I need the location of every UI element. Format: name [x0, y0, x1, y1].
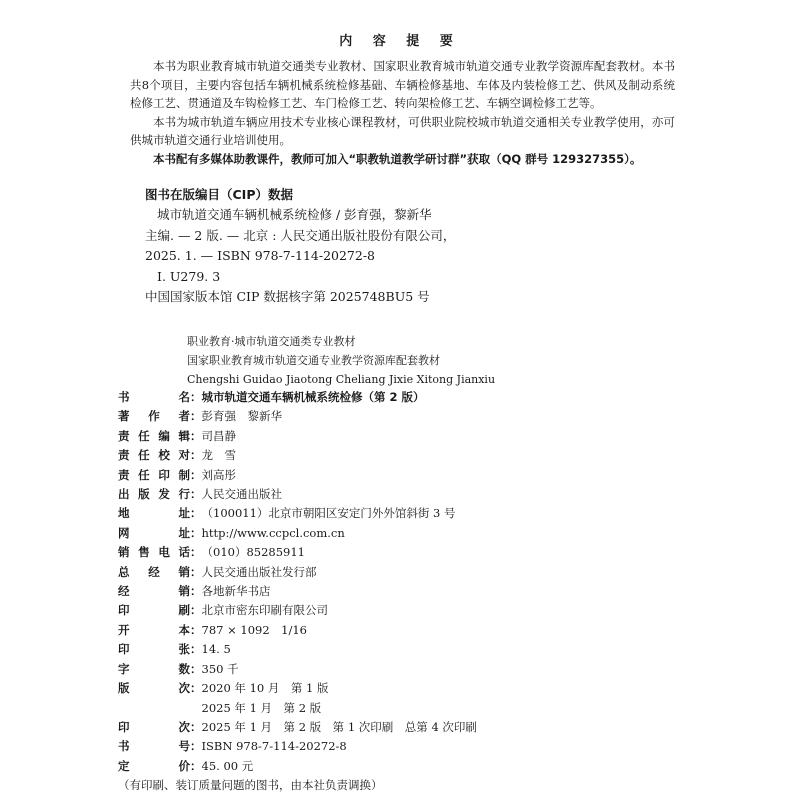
row-label: 书 号 — [118, 739, 190, 754]
colophon — [118, 388, 678, 796]
proofreader-value: 龙 雪 — [201, 448, 236, 463]
address-value: （100011）北京市朝阳区安定门外外馆斜街 3 号 — [201, 506, 456, 521]
distributor-value: 人民交通出版社发行部 — [201, 564, 317, 579]
quality-note: （有印刷、装订质量问题的图书，由本社负责调换） — [118, 778, 383, 793]
colophon-row-edition: 版 次 ： 2020 年 10 月 第 1 版 — [118, 679, 678, 698]
row-label: 销 售 电 话 — [118, 545, 190, 560]
colophon-row-retailer: 经 销 ： 各地新华书店 — [118, 582, 678, 601]
row-label: 责 任 编 辑 — [118, 428, 190, 443]
book-title: 城市轨道交通车辆机械系统检修（第 2 版） — [201, 390, 425, 404]
series-line: 职业教育·城市轨道交通类专业教材 — [187, 335, 356, 348]
summary-paragraph-1: 本书为职业教育城市轨道交通类专业教材、国家职业教育城市轨道交通专业教学资源库配套教材。本书共8个项目，主要内容包括车辆机械系统检修基础、车辆检修基地、车体及内装检修工艺、供风及制动系统检修工艺、贯通道及车钩检修工艺、车门检修工艺、转向架检修工艺、车辆空调检修工艺等。 — [130, 59, 675, 110]
words-value: 350 千 — [201, 661, 239, 676]
colophon-row-edition-2 — [118, 699, 678, 718]
row-label: 印 刷 — [118, 603, 190, 618]
retailer-value: 各地新华书店 — [201, 584, 271, 599]
colophon-row-title: 书 名 ： 城市轨道交通车辆机械系统检修（第 2 版） — [118, 388, 678, 407]
row-label: 著 作 者 — [118, 409, 190, 424]
colophon-row-format: 开 本 ： 787 × 1092 1/16 — [118, 621, 678, 640]
row-label: 印 张 — [118, 642, 190, 657]
summary-title: 内 容 提 要 — [339, 34, 461, 49]
book-number-value: ISBN 978-7-114-20272-8 — [201, 739, 347, 754]
printing-supervisor-value: 刘高彤 — [201, 467, 236, 482]
series-block — [187, 332, 495, 389]
cip-line: 主编. — 2 版. — 北京 : 人民交通出版社股份有限公司， — [145, 227, 456, 243]
website-value: http://www.ccpcl.com.cn — [201, 525, 345, 540]
price-value: 45. 00 元 — [201, 758, 254, 773]
editor-value: 司昌静 — [201, 428, 236, 443]
colophon-row-publisher: 出 版 发 行 ： 人民交通出版社 — [118, 485, 678, 504]
summary-paragraph-3: 本书配有多媒体助教课件，教师可加入“职教轨道教学研讨群”获取（QQ 群号 129327355）。 — [153, 151, 642, 166]
row-label: 定 价 — [118, 758, 190, 773]
colophon-row-address: 地 址 ： （100011）北京市朝阳区安定门外外馆斜街 3 号 — [118, 504, 678, 523]
colophon-row-book-number: 书 号 ： ISBN 978-7-114-20272-8 — [118, 737, 678, 756]
publisher-value: 人民交通出版社 — [201, 487, 282, 502]
colophon-row-price: 定 价 ： 45. 00 元 — [118, 757, 678, 776]
row-label: 书 名 — [118, 390, 190, 404]
colophon-row-printing-supervisor: 责 任 印 制 ： 刘高彤 — [118, 466, 678, 485]
colophon-row-website: 网 址 ： http://www.ccpcl.com.cn — [118, 524, 678, 543]
row-label: 责 任 印 制 — [118, 467, 190, 482]
summary-paragraph-2: 本书为城市轨道车辆应用技术专业核心课程教材，可供职业院校城市轨道交通相关专业教学使用，亦可供城市轨道交通行业培训使用。 — [130, 114, 675, 147]
cip-heading: 图书在版编目（CIP）数据 — [145, 187, 293, 202]
sales-phone-value: （010）85285911 — [201, 545, 305, 560]
summary-block — [130, 57, 675, 168]
cip-line: Ⅰ. U279. 3 — [157, 268, 221, 284]
colophon-row-proofreader: 责 任 校 对 ： 龙 雪 — [118, 446, 678, 465]
cip-line: 2025. 1. — ISBN 978-7-114-20272-8 — [145, 248, 376, 263]
edition-value-2: 2025 年 1 月 第 2 版 — [201, 700, 322, 715]
colophon-row-printer: 印 刷 ： 北京市密东印刷有限公司 — [118, 601, 678, 620]
colophon-row-editor: 责 任 编 辑 ： 司昌静 — [118, 427, 678, 446]
row-label: 印 次 — [118, 719, 190, 734]
author-value: 彭育强 黎新华 — [201, 409, 282, 424]
sheets-value: 14. 5 — [201, 642, 231, 657]
colophon-row-sheets: 印 张 ： 14. 5 — [118, 640, 678, 659]
series-pinyin-title: Chengshi Guidao Jiaotong Cheliang Jixie Xitong Jianxiu — [187, 373, 496, 386]
colophon-row-author: 著 作 者 ： 彭育强 黎新华 — [118, 407, 678, 426]
row-label: 总 经 销 — [118, 564, 190, 579]
colophon-row-distributor: 总 经 销 ： 人民交通出版社发行部 — [118, 563, 678, 582]
row-label: 开 本 — [118, 622, 190, 637]
cip-line: 城市轨道交通车辆机械系统检修 / 彭育强，黎新华 — [157, 207, 432, 222]
series-line: 国家职业教育城市轨道交通专业教学资源库配套教材 — [187, 354, 440, 367]
row-label: 版 次 — [118, 681, 190, 696]
row-label: 经 销 — [118, 584, 190, 599]
impression-value: 2025 年 1 月 第 2 版 第 1 次印刷 总第 4 次印刷 — [201, 719, 477, 734]
row-label: 地 址 — [118, 506, 190, 521]
row-label: 出 版 发 行 — [118, 487, 190, 502]
printer-value: 北京市密东印刷有限公司 — [201, 603, 328, 618]
cip-line: 中国国家版本馆 CIP 数据核字第 2025748BU5 号 — [145, 289, 430, 304]
row-label: 网 址 — [118, 525, 190, 540]
colophon-row-words: 字 数 ： 350 千 — [118, 660, 678, 679]
colophon-row-sales-phone: 销 售 电 话 ： （010）85285911 — [118, 543, 678, 562]
row-label: 字 数 — [118, 661, 190, 676]
colophon-row-impression: 印 次 ： 2025 年 1 月 第 2 版 第 1 次印刷 总第 4 次印刷 — [118, 718, 678, 737]
cip-data-block — [145, 185, 665, 308]
format-value: 787 × 1092 1/16 — [201, 622, 307, 637]
edition-value: 2020 年 10 月 第 1 版 — [201, 681, 329, 696]
row-label: 责 任 校 对 — [118, 448, 190, 463]
